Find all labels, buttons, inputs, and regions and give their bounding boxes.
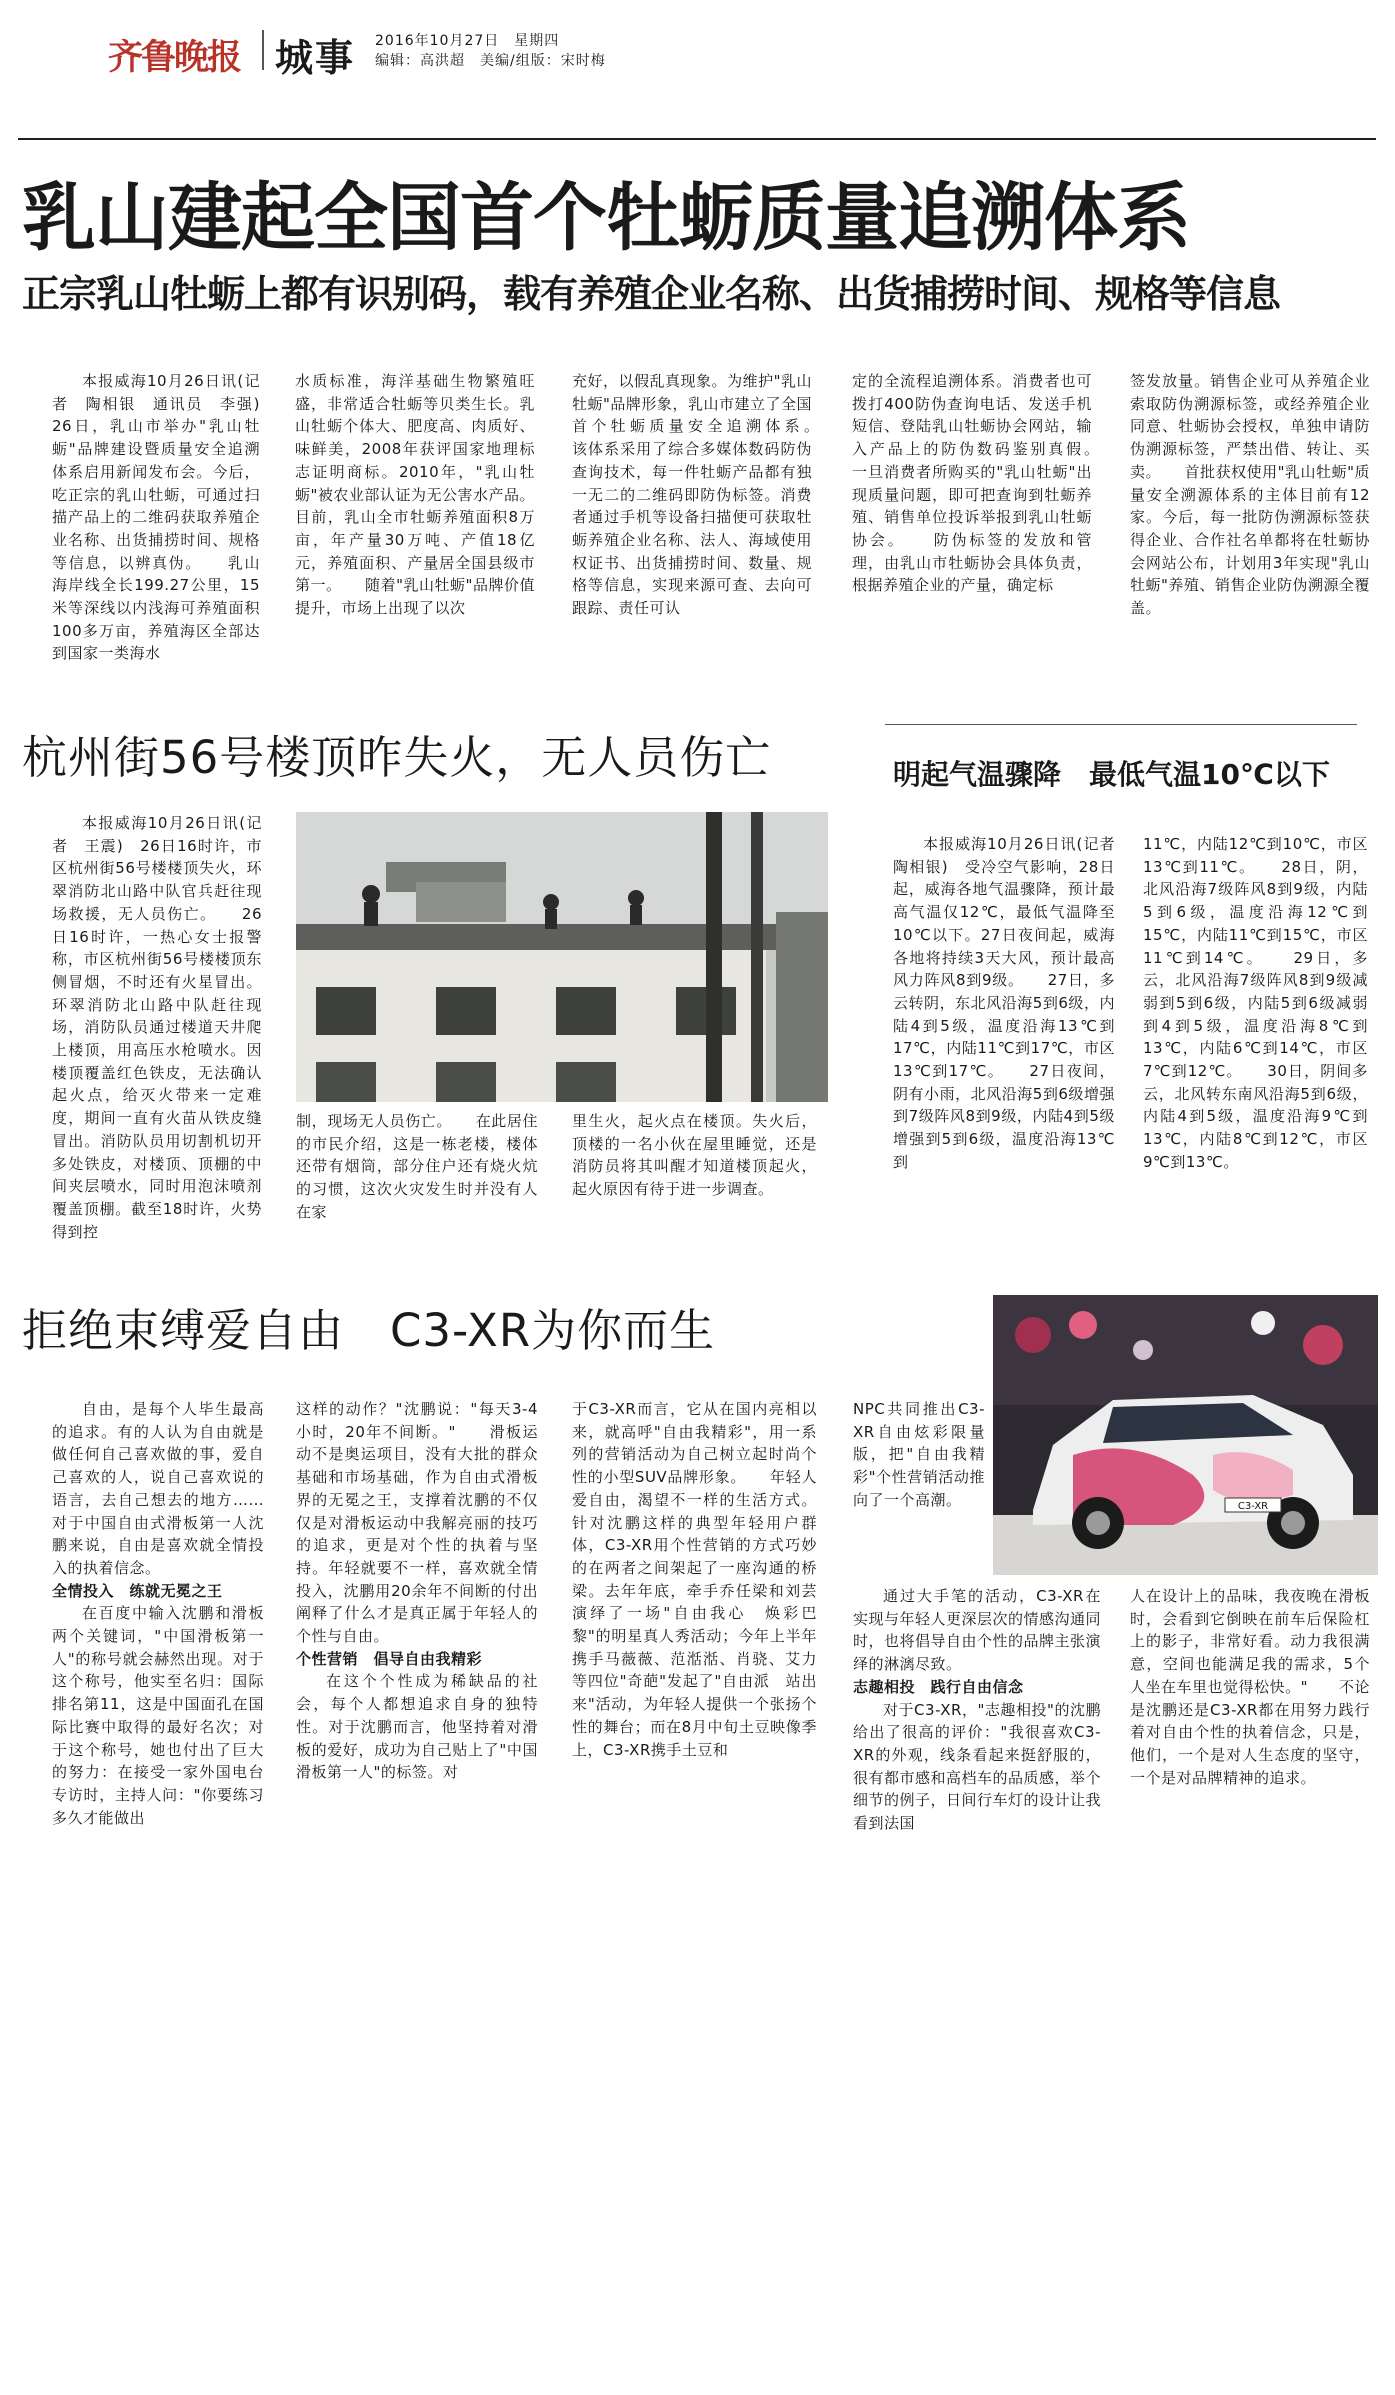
car-story-col4-top: NPC共同推出C3-XR自由炫彩限量版，把"自由我精彩"个性营销活动推向了一个高潮。 — [853, 1400, 985, 1509]
fire-headline: 杭州街56号楼顶昨失火，无人员伤亡 — [22, 731, 772, 784]
car-showroom-image — [993, 1295, 1378, 1575]
issue-date: 2016年10月27日 星期四 — [375, 33, 560, 49]
weather-headline: 明起气温骤降 最低气温10℃以下 — [893, 758, 1330, 791]
main-story-col2: 水质标准，海洋基础生物繁殖旺盛，非常适合牡蛎等贝类生长。乳山牡蛎个体大、肥度高、肉质好、味鲜美，2008年获评国家地理标志证明商标。2010年，"乳山牡蛎"被农业部认证为无公害水产品。目前，乳山全市牡蛎养殖面积8万亩，年产量30万吨、产值18亿元，养殖面积、产量居全国县级市第一。 随着"乳山牡蛎"品牌价值提升，市场上出现了以次 — [295, 372, 535, 618]
newspaper-logo: 齐鲁晚报 — [108, 37, 241, 78]
top-rule — [18, 138, 1376, 140]
main-story-col4: 定的全流程追溯体系。消费者也可拨打400防伪查询电话、发送手机短信、登陆乳山牡蛎协会网站，输入产品上的防伪数码鉴别真假。 一旦消费者所购买的"乳山牡蛎"出现质量问题，即可把查询到牡蛎养殖、销售单位投诉举报到乳山牡蛎协会。 防伪标签的发放和管理，由乳山市牡蛎协会具体负责，根据养殖企业的产量，确定标 — [852, 372, 1124, 595]
fire-story-col3: 里生火，起火点在楼顶。失火后，顶楼的一名小伙在屋里睡觉，还是消防员将其叫醒才知道楼顶起火，起火原因有待于进一步调查。 — [572, 1112, 817, 1199]
weather-story-col2: 11℃，内陆12℃到10℃，市区13℃到11℃。 28日，阴，北风沿海7级阵风8到9级，内陆5到6级，温度沿海12℃到15℃，内陆11℃到15℃，市区11℃到14℃。 29日，多云，北风沿海7级阵风8到9级减弱到5到6级，内陆5到6级减弱到4到5级，温度沿海8℃到13℃，内陆6℃到14℃，市区7℃到12℃。 30日，阴间多云，北风转东南风沿海5到6级，内陆4到5级，温度沿海9℃到13℃，内陆8℃到12℃，市区9℃到13℃。 — [1143, 835, 1368, 1171]
car-story-col5: 人在设计上的品味，我夜晚在滑板时，会看到它倒映在前车后保险杠上的影子，非常好看。动力我很满意，空间也能满足我的需求，5个人坐在车里也觉得松快。" 不论是沈鹏还是C3-XR都在用努力践行着对自由个性的执着信念，只是，他们，一个是对人生态度的坚守，一个是对品牌精神的追求。 — [1130, 1587, 1370, 1787]
fire-story-col1: 本报威海10月26日讯(记者 王震) 26日16时许，市区杭州街56号楼楼顶失火，环翠消防北山路中队官兵赶往现场救援，无人员伤亡。 26日16时许，一热心女士报警称，市区杭州街56号楼楼顶东侧冒烟，不时还有火星冒出。环翠消防北山路中队赶往现场，消防队员通过楼道天井爬上楼顶，用高压水枪喷水。因楼顶覆盖红色铁皮，无法确认起火点，给灭火带来一定难度，期间一直有火苗从铁皮缝冒出。消防队员用切割机切开多处铁皮，对楼顶、顶棚的中间夹层喷水，同时用泡沫喷剂覆盖顶棚。截至18时许，火势得到控 — [52, 814, 262, 1241]
car-subhead-2: 个性营销 倡导自由我精彩 — [296, 1649, 483, 1668]
editor-credits: 编辑：高洪超 美编/组版：宋时梅 — [375, 53, 606, 69]
main-headline: 乳山建起全国首个牡蛎质量追溯体系 — [22, 175, 1190, 261]
car-headline: 拒绝束缚爱自由 C3-XR为你而生 — [22, 1304, 716, 1357]
car-subhead-3: 志趣相投 践行自由信念 — [853, 1677, 1024, 1696]
car-story-col4-bottom: 通过大手笔的活动，C3-XR在实现与年轻人更深层次的情感沟通同时，也将倡导自由个性的品牌主张演绎的淋漓尽致。 志趣相投 践行自由信念 对于C3-XR，"志趣相投"的沈鹏给出了很高的评价："我很喜欢C3-XR的外观，线条看起来挺舒服的，很有都市感和高档车的品质感，举个细节的例子，日间行车灯的设计让我看到法国 — [853, 1587, 1102, 1833]
weather-story-col1: 本报威海10月26日讯(记者 陶相银) 受冷空气影响，28日起，威海各地气温骤降，预计最高气温仅12℃，最低气温降至10℃以下。27日夜间起，威海各地将持续3天大风，预计最高风力阵风8到9级。 27日，多云转阴，东北风沿海5到6级，内陆4到5级，温度沿海13℃到17℃，内陆11℃到17℃，市区13℃到17℃。 27日夜间，阴有小雨，北风沿海5到6级增强到7级阵风8到9级，内陆4到5级增强到5到6级，温度沿海13℃到 — [893, 835, 1131, 1171]
car-subhead-1: 全情投入 练就无冕之王 — [52, 1581, 223, 1600]
car-license-plate: C3-XR — [1237, 1501, 1269, 1512]
section-title: 城事 — [275, 36, 356, 80]
main-subhead: 正宗乳山牡蛎上都有识别码，载有养殖企业名称、出货捕捞时间、规格等信息 — [22, 272, 1281, 316]
masthead-divider — [262, 30, 264, 70]
main-story-col3: 充好，以假乱真现象。为维护"乳山牡蛎"品牌形象，乳山市建立了全国首个牡蛎质量安全追溯体系。 该体系采用了综合多媒体数码防伪查询技术，每一件牡蛎产品都有独一无二的二维码即防伪标签。消费者通过手机等设备扫描便可获取牡蛎养殖企业名称、法人、海域使用权证书、出货捕捞时间、数量、规格等信息，实现来源可查、去向可跟踪、责任可认 — [572, 372, 844, 618]
car-story-col3: 于C3-XR而言，它从在国内亮相以来，就高呼"自由我精彩"，用一系列的营销活动为自己树立起时尚个性的小型SUV品牌形象。 年轻人爱自由，渴望不一样的生活方式。针对沈鹏这样的典型年轻用户群体，C3-XR用个性营销的方式巧妙的在两者之间架起了一座沟通的桥梁。去年年底，牵手乔任梁和刘芸演绎了一场"自由我心 焕彩巴黎"的明星真人秀活动；今年上半年携手马薇薇、范湉湉、肖骁、艾力等四位"奇葩"发起了"自由派 站出来"活动，为年轻人提供一个张扬个性的舞台；而在8月中旬土豆映像季上，C3-XR携手土豆和 — [572, 1400, 817, 1759]
main-story-col1: 本报威海10月26日讯(记者 陶相银 通讯员 李强) 26日，乳山市举办"乳山牡蛎"品牌建设暨质量安全追溯体系启用新闻发布会。今后，吃正宗的乳山牡蛎，可通过扫描产品上的二维码获取养殖企业名称、出货捕捞时间、规格等信息，以辨真伪。 乳山海岸线全长199.27公里，15米等深线以内浅海可养殖面积100多万亩，养殖海区全部达到国家一类海水 — [52, 372, 276, 663]
car-story-col2: 这样的动作？"沈鹏说："每天3-4小时，20年不间断。" 滑板运动不是奥运项目，没有大批的群众基础和市场基础，作为自由式滑板界的无冕之王，支撑着沈鹏的不仅仅是对滑板运动中我解亮丽的技巧的追求，更是对个性的执着与坚持。年轻就要不一样，喜欢就全情投入，沈鹏用20余年不间断的付出阐释了什么才是真正属于年轻人的个性与自由。 个性营销 倡导自由我精彩 在这个个性成为稀缺品的社会，每个人都想追求自身的独特性。对于沈鹏而言，他坚持着对滑板的爱好，成功为自己贴上了"中国滑板第一人"的标签。对 — [296, 1400, 538, 1782]
weather-rule — [885, 724, 1357, 725]
car-photo — [993, 1295, 1378, 1575]
fire-scene-image — [296, 812, 828, 1102]
main-story-col5: 签发放量。销售企业可从养殖企业索取防伪溯源标签，或经养殖企业同意、牡蛎协会授权，单独申请防伪溯源标签，严禁出借、转让、买卖。 首批获权使用"乳山牡蛎"质量安全溯源体系的主体目前有12家。今后，每一批防伪溯源标签获得企业、合作社名单都将在牡蛎协会网站公布，计划用3年实现"乳山牡蛎"养殖、销售企业防伪溯源全覆盖。 — [1130, 372, 1370, 618]
fire-story-col2: 制，现场无人员伤亡。 在此居住的市民介绍，这是一栋老楼，楼体还带有烟筒，部分住户还有烧火炕的习惯，这次火灾发生时并没有人在家 — [296, 1112, 538, 1221]
fire-photo — [296, 812, 828, 1102]
car-story-col1: 自由，是每个人毕生最高的追求。有的人认为自由就是做任何自己喜欢做的事，爱自己喜欢的人，说自己喜欢说的语言，去自己想去的地方……对于中国自由式滑板第一人沈鹏来说，自由是喜欢就全情投入的执着信念。 全情投入 练就无冕之王 在百度中输入沈鹏和滑板两个关键词，"中国滑板第一人"的称号就会赫然出现。对于这个称号，他实至名归：国际排名第11，这是中国面孔在国际比赛中取得的最好名次；对于这个称号，她也付出了巨大的努力：在接受一家外国电台专访时，主持人问："你要练习多久才能做出 — [52, 1400, 264, 1827]
